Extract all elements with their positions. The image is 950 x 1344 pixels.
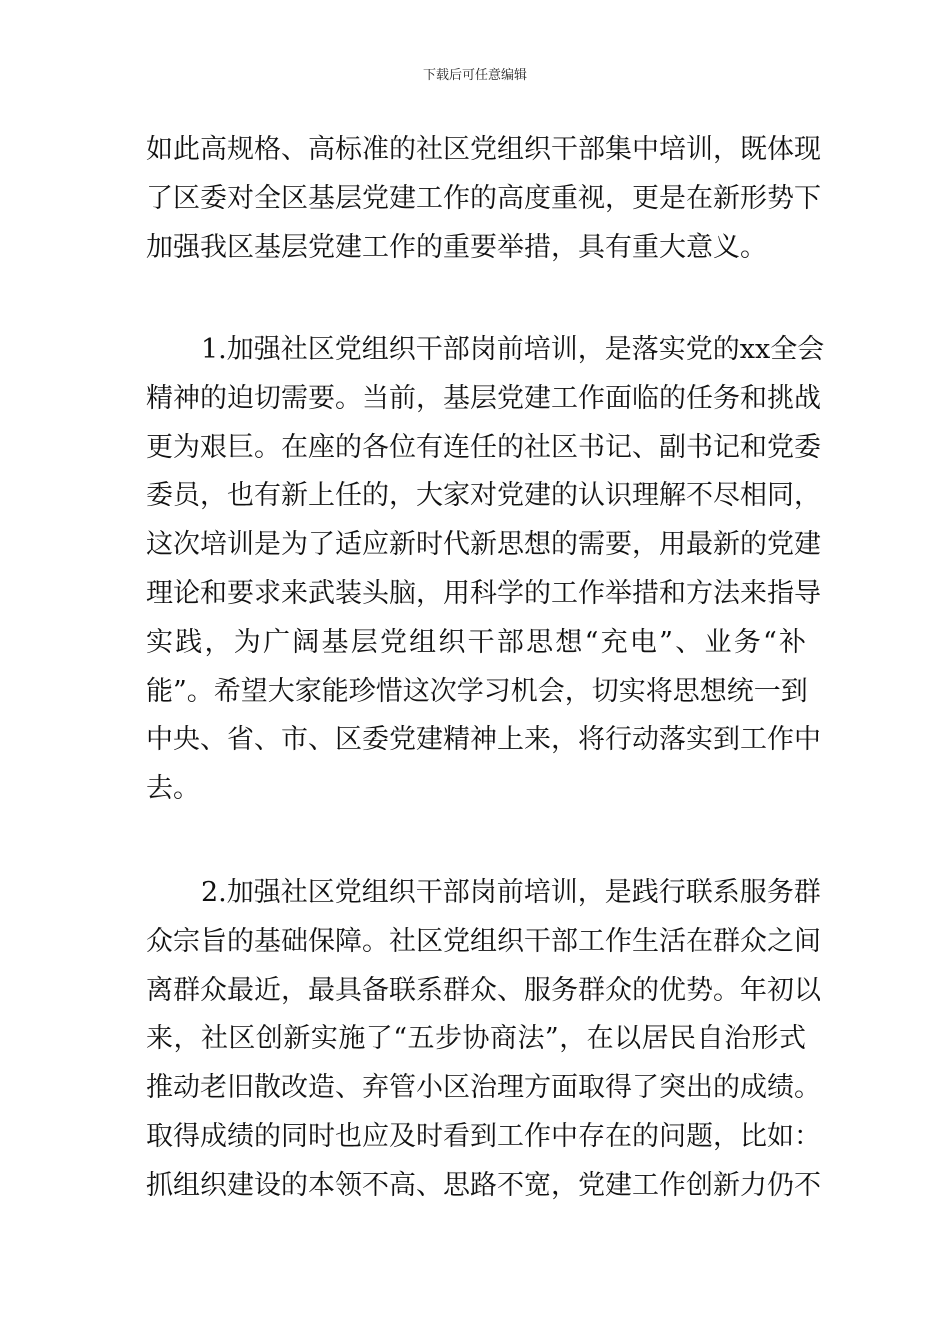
paragraph-line: 精神的迫切需要。当前，基层党建工作面临的任务和挑战 bbox=[146, 382, 821, 414]
paragraph-line: 离群众最近，最具备联系群众、服务群众的优势。年初以 bbox=[146, 974, 821, 1006]
paragraph-line: 如此高规格、高标准的社区党组织干部集中培训，既体现 bbox=[146, 134, 821, 165]
paragraph-line: 推动老旧散改造、弃管小区治理方面取得了突出的成绩。 bbox=[146, 1072, 821, 1104]
page-header: 下载后可任意编辑 bbox=[422, 68, 527, 83]
paragraph-line: 实践，为广阔基层党组织干部思想“充电”、业务“补 bbox=[146, 626, 806, 658]
paragraph-line: 来，社区创新实施了“五步协商法”，在以居民自治形式 bbox=[146, 1023, 806, 1055]
paragraph-line: 委员，也有新上任的，大家对党建的认识理解不尽相同， bbox=[146, 480, 821, 512]
paragraph-line: 去。 bbox=[146, 773, 200, 805]
paragraph-1 bbox=[146, 126, 821, 272]
paragraph-line: 能”。希望大家能珍惜这次学习机会，切实将思想统一到 bbox=[146, 675, 808, 707]
paragraph-line: 加强我区基层党建工作的重要举措，具有重大意义。 bbox=[146, 231, 767, 263]
paragraph-line: 抓组织建设的本领不高、思路不宽，党建工作创新力仍不 bbox=[146, 1169, 821, 1201]
paragraph-line: 了区委对全区基层党建工作的高度重视，更是在新形势下 bbox=[146, 182, 821, 214]
paragraph-line: 2.加强社区党组织干部岗前培训，是践行联系服务群 bbox=[201, 877, 821, 908]
paragraph-line: 理论和要求来武装头脑，用科学的工作举措和方法来指导 bbox=[146, 577, 821, 609]
paragraph-line: 取得成绩的同时也应及时看到工作中存在的问题，比如： bbox=[146, 1120, 821, 1152]
paragraph-2 bbox=[146, 326, 825, 814]
paragraph-line: 1.加强社区党组织干部岗前培训，是落实党的xx全会 bbox=[201, 334, 825, 365]
paragraph-line: 中央、省、市、区委党建精神上来，将行动落实到工作中 bbox=[146, 724, 821, 756]
paragraph-line: 众宗旨的基础保障。社区党组织干部工作生活在群众之间 bbox=[146, 925, 821, 957]
paragraph-3 bbox=[146, 869, 821, 1211]
paragraph-line: 更为艰巨。在座的各位有连任的社区书记、副书记和党委 bbox=[146, 431, 821, 463]
paragraph-line: 这次培训是为了适应新时代新思想的需要，用最新的党建 bbox=[146, 529, 821, 561]
